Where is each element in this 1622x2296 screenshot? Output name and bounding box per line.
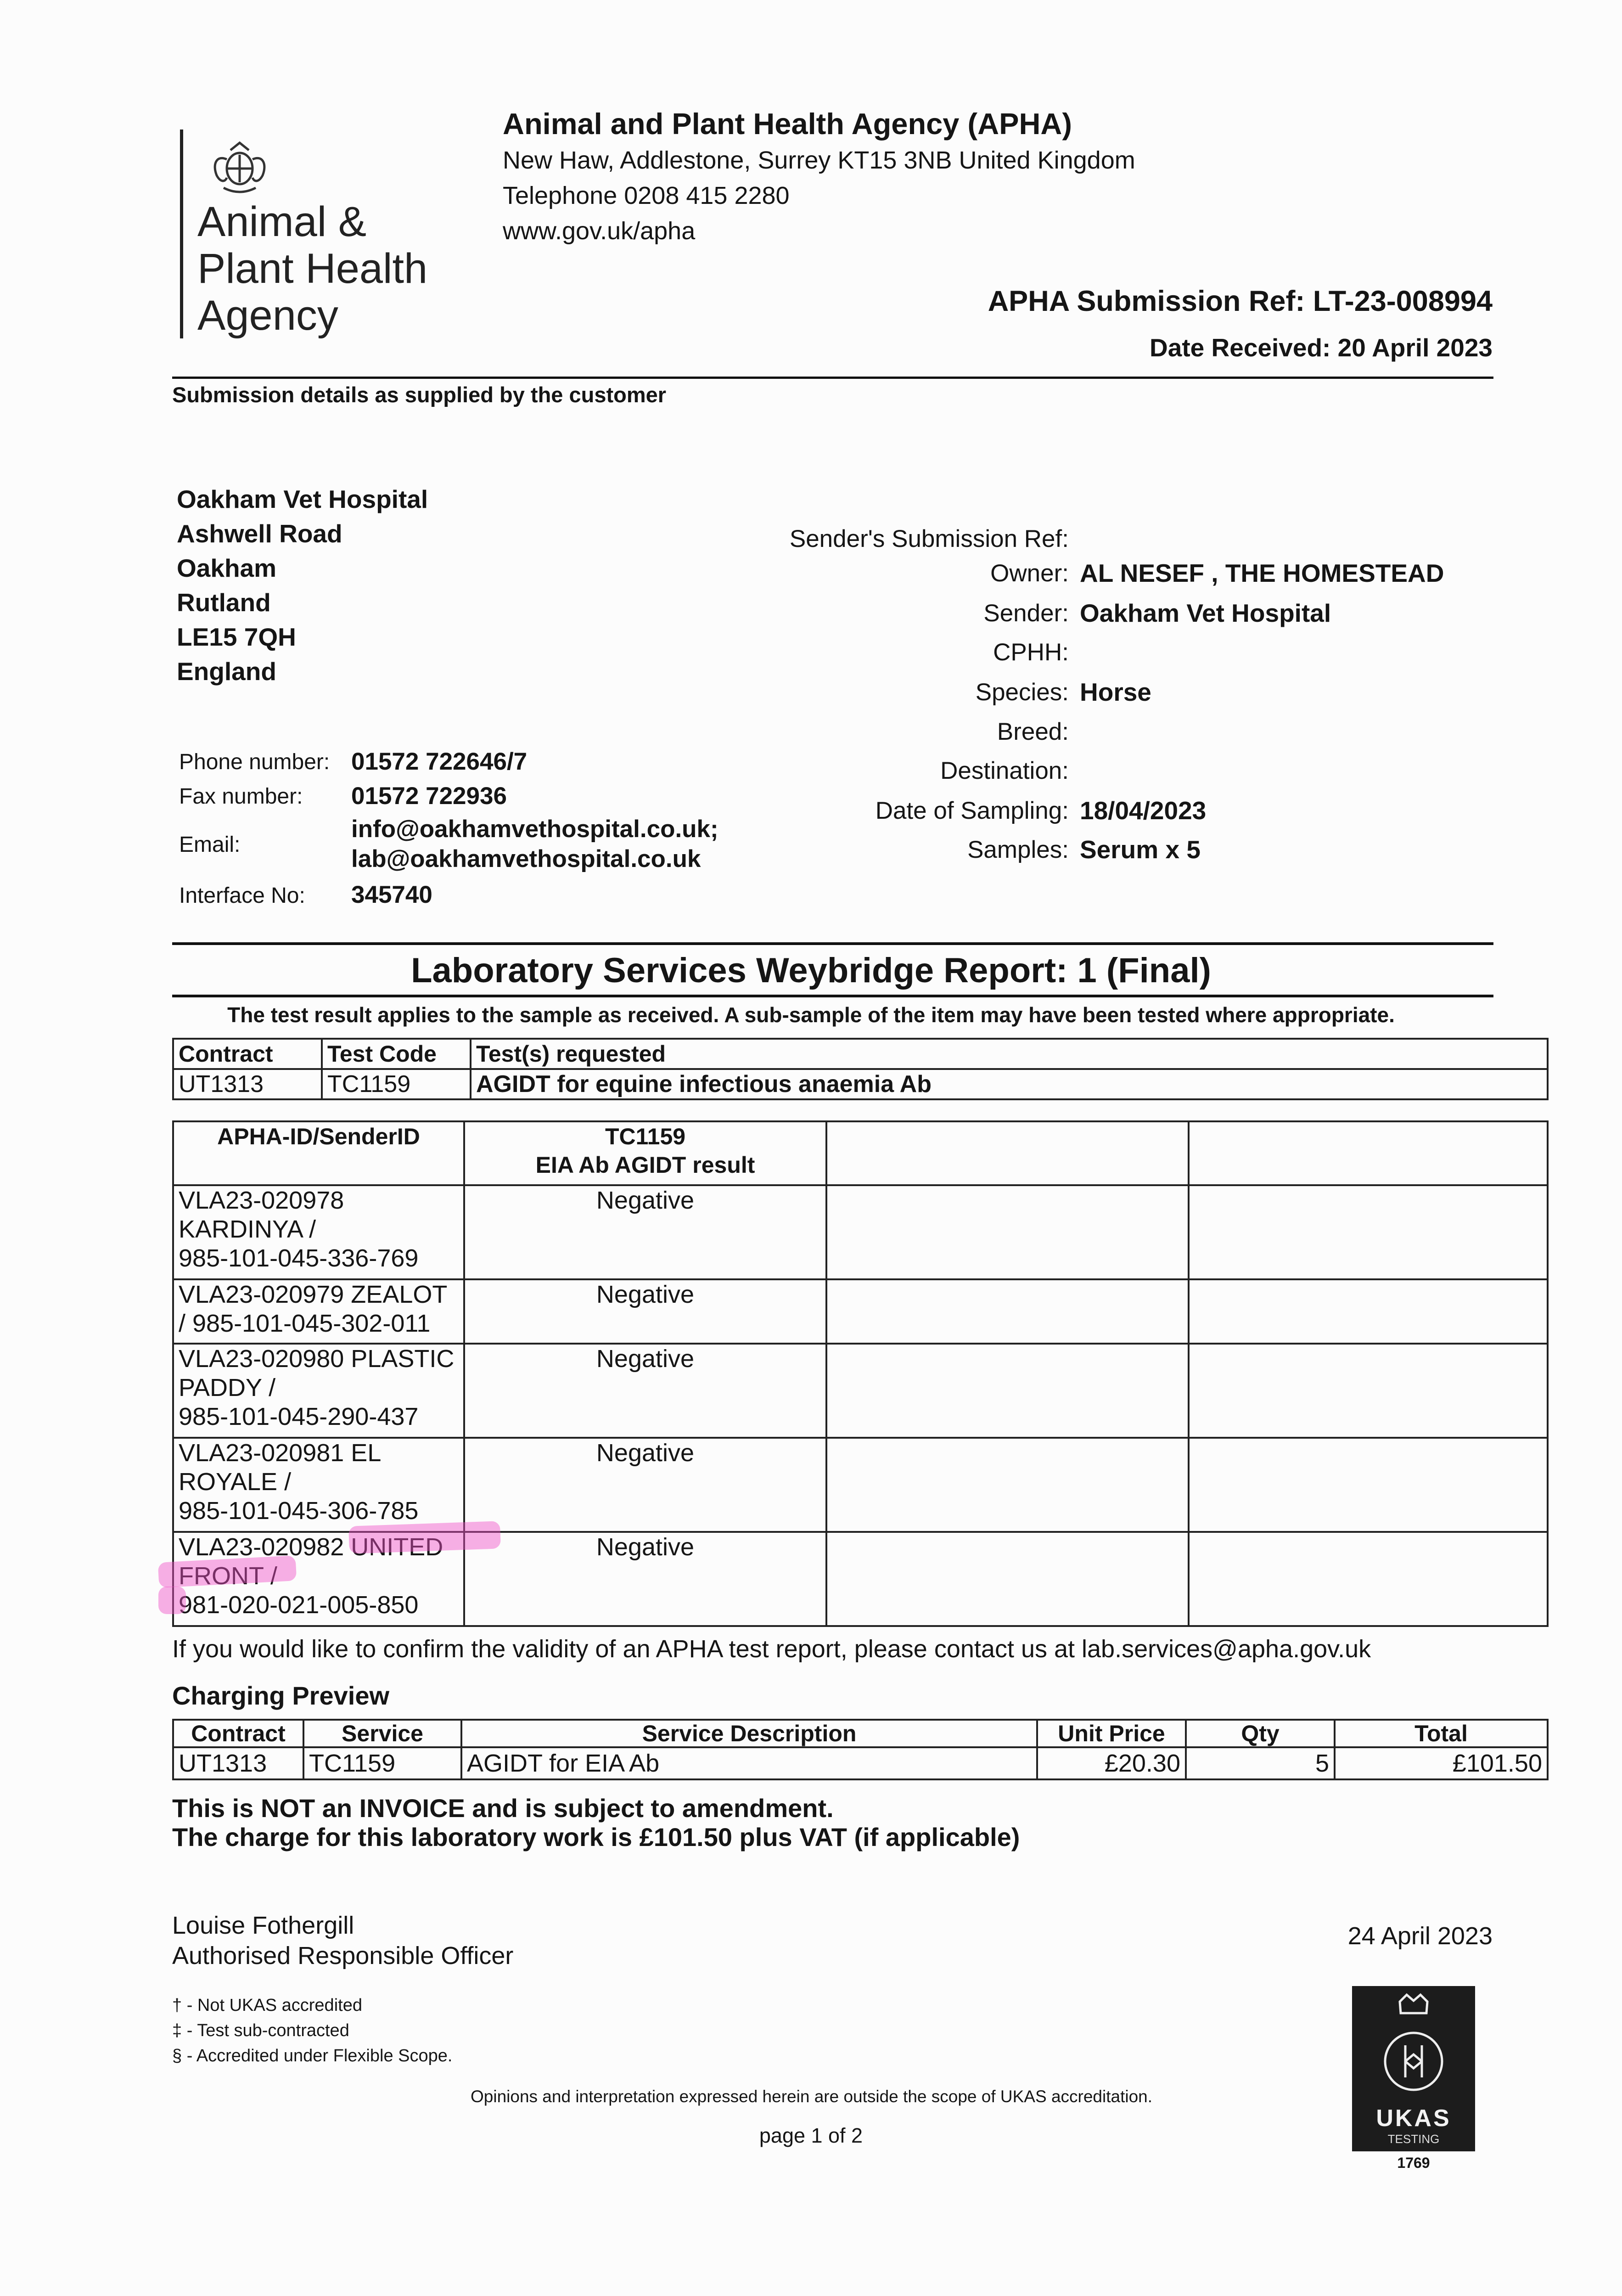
- footnote: ‡ - Test sub-contracted: [172, 2021, 349, 2040]
- footnote: § - Accredited under Flexible Scope.: [172, 2046, 453, 2065]
- agency-name: Animal and Plant Health Agency (APHA): [503, 107, 1072, 141]
- table-row: [173, 1069, 1548, 1099]
- fax-label: Fax number:: [179, 784, 303, 809]
- royal-coat-of-arms-icon: [198, 136, 281, 201]
- sample-id-line: ROYALE /: [179, 1468, 292, 1496]
- opinions-note: Opinions and interpretation expressed herein are outside the scope of UKAS accreditation.: [471, 2087, 1153, 2106]
- address-line: Oakham: [177, 554, 277, 582]
- table-header: Qty: [1186, 1720, 1335, 1747]
- sample-id-line: VLA23-020978: [179, 1187, 344, 1214]
- table-header: Test Code: [322, 1039, 471, 1069]
- owner-value: AL NESEF , THE HOMESTEAD: [1080, 559, 1444, 587]
- table-header-row: [173, 1039, 1548, 1069]
- table-cell: UT1313: [173, 1069, 322, 1099]
- email-value-1[interactable]: info@oakhamvethospital.co.uk;: [351, 816, 718, 843]
- logo-line-1: Animal &: [197, 198, 367, 245]
- table-cell: AGIDT for equine infectious anaemia Ab: [471, 1069, 1548, 1099]
- logo-line-3: Agency: [197, 292, 338, 339]
- sample-id-line: VLA23-020982 UNITED: [179, 1533, 443, 1561]
- sender-value: Oakham Vet Hospital: [1080, 599, 1331, 627]
- table-header: APHA-ID/SenderID: [173, 1121, 464, 1185]
- header-rule: [172, 377, 1493, 379]
- sample-id-line: VLA23-020981 EL: [179, 1439, 382, 1467]
- table-cell: TC1159: [322, 1069, 471, 1099]
- address-line: Oakham Vet Hospital: [177, 485, 428, 513]
- sampling-date-value: 18/04/2023: [1080, 796, 1207, 825]
- table-cell: 5: [1186, 1747, 1335, 1779]
- table-header: Contract: [173, 1720, 303, 1747]
- interface-value: 345740: [351, 881, 432, 908]
- sample-id-line: PADDY /: [179, 1374, 276, 1401]
- agency-address: New Haw, Addlestone, Surrey KT15 3NB United Kingdom: [503, 146, 1135, 174]
- table-header: Test(s) requested: [471, 1039, 1548, 1069]
- report-title: Laboratory Services Weybridge Report: 1 (Final): [411, 951, 1211, 990]
- table-row: [173, 1344, 1548, 1438]
- signer-name: Louise Fothergill: [172, 1912, 354, 1939]
- empty-cell: [1189, 1185, 1548, 1279]
- submission-ref: APHA Submission Ref: LT-23-008994: [988, 285, 1493, 317]
- sample-id-line: VLA23-020980 PLASTIC: [179, 1345, 455, 1373]
- empty-cell: [826, 1532, 1189, 1626]
- address-line: LE15 7QH: [177, 623, 296, 651]
- empty-cell: [1189, 1344, 1548, 1438]
- report-rule-top: [172, 942, 1493, 945]
- samples-label: Samples:: [967, 836, 1069, 863]
- logo-divider: [180, 129, 183, 338]
- submission-details-heading: Submission details as supplied by the customer: [172, 383, 667, 407]
- sample-id-line: KARDINYA /: [179, 1216, 316, 1243]
- sample-id-line: VLA23-020979 ZEALOT: [179, 1281, 448, 1308]
- email-label: Email:: [179, 833, 241, 857]
- highlighter-mark: [158, 1587, 186, 1614]
- fax-value: 01572 722936: [351, 782, 507, 810]
- species-label: Species:: [975, 679, 1069, 706]
- empty-cell: [826, 1185, 1189, 1279]
- ukas-crown-icon: [1381, 1992, 1446, 2098]
- empty-header: [826, 1121, 1189, 1185]
- samples-value: Serum x 5: [1080, 835, 1201, 864]
- owner-label: Owner:: [990, 560, 1069, 587]
- table-row: [173, 1747, 1548, 1779]
- destination-label: Destination:: [940, 757, 1069, 784]
- agency-website[interactable]: www.gov.uk/apha: [503, 217, 696, 245]
- result-cell: Negative: [464, 1532, 826, 1626]
- sample-id-line: FRONT /: [179, 1562, 277, 1590]
- sample-id-line: 981-020-021-005-850: [179, 1591, 419, 1619]
- empty-header: [1189, 1121, 1548, 1185]
- charge-note: The charge for this laboratory work is £101.50 plus VAT (if applicable): [172, 1823, 1020, 1851]
- sample-id-line: 985-101-045-336-769: [179, 1244, 419, 1272]
- result-cell: Negative: [464, 1279, 826, 1344]
- table-row: [173, 1279, 1548, 1344]
- not-invoice-notice: This is NOT an INVOICE and is subject to amendment.: [172, 1794, 834, 1823]
- result-cell: Negative: [464, 1344, 826, 1438]
- report-rule-bottom: [172, 995, 1493, 997]
- table-cell: UT1313: [173, 1747, 303, 1779]
- header-line: EIA Ab AGIDT result: [535, 1152, 755, 1178]
- agency-telephone: Telephone 0208 415 2280: [503, 182, 790, 209]
- empty-cell: [826, 1438, 1189, 1532]
- sender-label: Sender:: [983, 600, 1069, 627]
- table-header-row: [173, 1720, 1548, 1747]
- ukas-accreditation-mark: [1352, 1986, 1475, 2151]
- address-line: England: [177, 657, 276, 686]
- table-cell: £101.50: [1335, 1747, 1548, 1779]
- customer-address: [177, 482, 428, 689]
- result-cell: Negative: [464, 1438, 826, 1532]
- tests-requested-table: [172, 1038, 1549, 1100]
- ukas-name: UKAS: [1376, 2105, 1451, 2132]
- table-row: [173, 1438, 1548, 1532]
- empty-cell: [1189, 1438, 1548, 1532]
- charging-table: [172, 1719, 1549, 1780]
- table-header-row: [173, 1121, 1548, 1185]
- phone-value: 01572 722646/7: [351, 748, 528, 775]
- empty-cell: [826, 1279, 1189, 1344]
- page-number: page 1 of 2: [759, 2124, 863, 2147]
- table-header: [464, 1121, 826, 1185]
- sample-id-cell: [173, 1344, 464, 1438]
- ukas-number: 1769: [1397, 2155, 1430, 2171]
- charging-preview-heading: Charging Preview: [172, 1681, 390, 1710]
- sample-id-line: 985-101-045-306-785: [179, 1497, 419, 1525]
- table-header: Contract: [173, 1039, 322, 1069]
- validity-note: If you would like to confirm the validity of an APHA test report, please contact us at lab.services@apha.gov.uk: [172, 1635, 1371, 1663]
- table-cell: £20.30: [1037, 1747, 1186, 1779]
- cphh-label: CPHH:: [993, 639, 1069, 666]
- table-header: Service: [303, 1720, 461, 1747]
- email-value-2[interactable]: lab@oakhamvethospital.co.uk: [351, 845, 701, 872]
- signoff-date: 24 April 2023: [1347, 1922, 1493, 1950]
- footnotes: [172, 1993, 452, 2069]
- sample-id-line: / 985-101-045-302-011: [179, 1310, 431, 1337]
- species-value: Horse: [1080, 678, 1151, 706]
- logo-wordmark: [197, 198, 427, 339]
- table-row: [173, 1185, 1548, 1279]
- applies-note: The test result applies to the sample as received. A sub-sample of the item may have been tested where appropriate.: [227, 1003, 1395, 1027]
- interface-label: Interface No:: [179, 884, 305, 908]
- signer-role: Authorised Responsible Officer: [172, 1942, 514, 1970]
- sample-id-cell: [173, 1279, 464, 1344]
- table-cell: AGIDT for EIA Ab: [461, 1747, 1037, 1779]
- senders-ref-label: Sender's Submission Ref:: [789, 525, 1069, 552]
- empty-cell: [1189, 1279, 1548, 1344]
- sampling-date-label: Date of Sampling:: [875, 797, 1069, 824]
- phone-label: Phone number:: [179, 750, 330, 774]
- date-received: Date Received: 20 April 2023: [1150, 333, 1493, 362]
- ukas-subtitle: TESTING: [1387, 2132, 1440, 2146]
- sample-id-cell: [173, 1185, 464, 1279]
- breed-label: Breed:: [997, 718, 1069, 745]
- sample-id-cell: [173, 1438, 464, 1532]
- address-line: Ashwell Road: [177, 519, 342, 548]
- table-cell: TC1159: [303, 1747, 461, 1779]
- table-header: Service Description: [461, 1720, 1037, 1747]
- highlighter-mark: [348, 1521, 501, 1553]
- empty-cell: [1189, 1532, 1548, 1626]
- header-line: TC1159: [605, 1124, 686, 1149]
- footnote: † - Not UKAS accredited: [172, 1996, 362, 2015]
- logo-line-2: Plant Health: [197, 245, 428, 292]
- result-cell: Negative: [464, 1185, 826, 1279]
- sample-id-line: 985-101-045-290-437: [179, 1403, 419, 1430]
- table-header: Unit Price: [1037, 1720, 1186, 1747]
- table-header: Total: [1335, 1720, 1548, 1747]
- signoff-block: [172, 1910, 513, 1971]
- empty-cell: [826, 1344, 1189, 1438]
- address-line: Rutland: [177, 588, 271, 617]
